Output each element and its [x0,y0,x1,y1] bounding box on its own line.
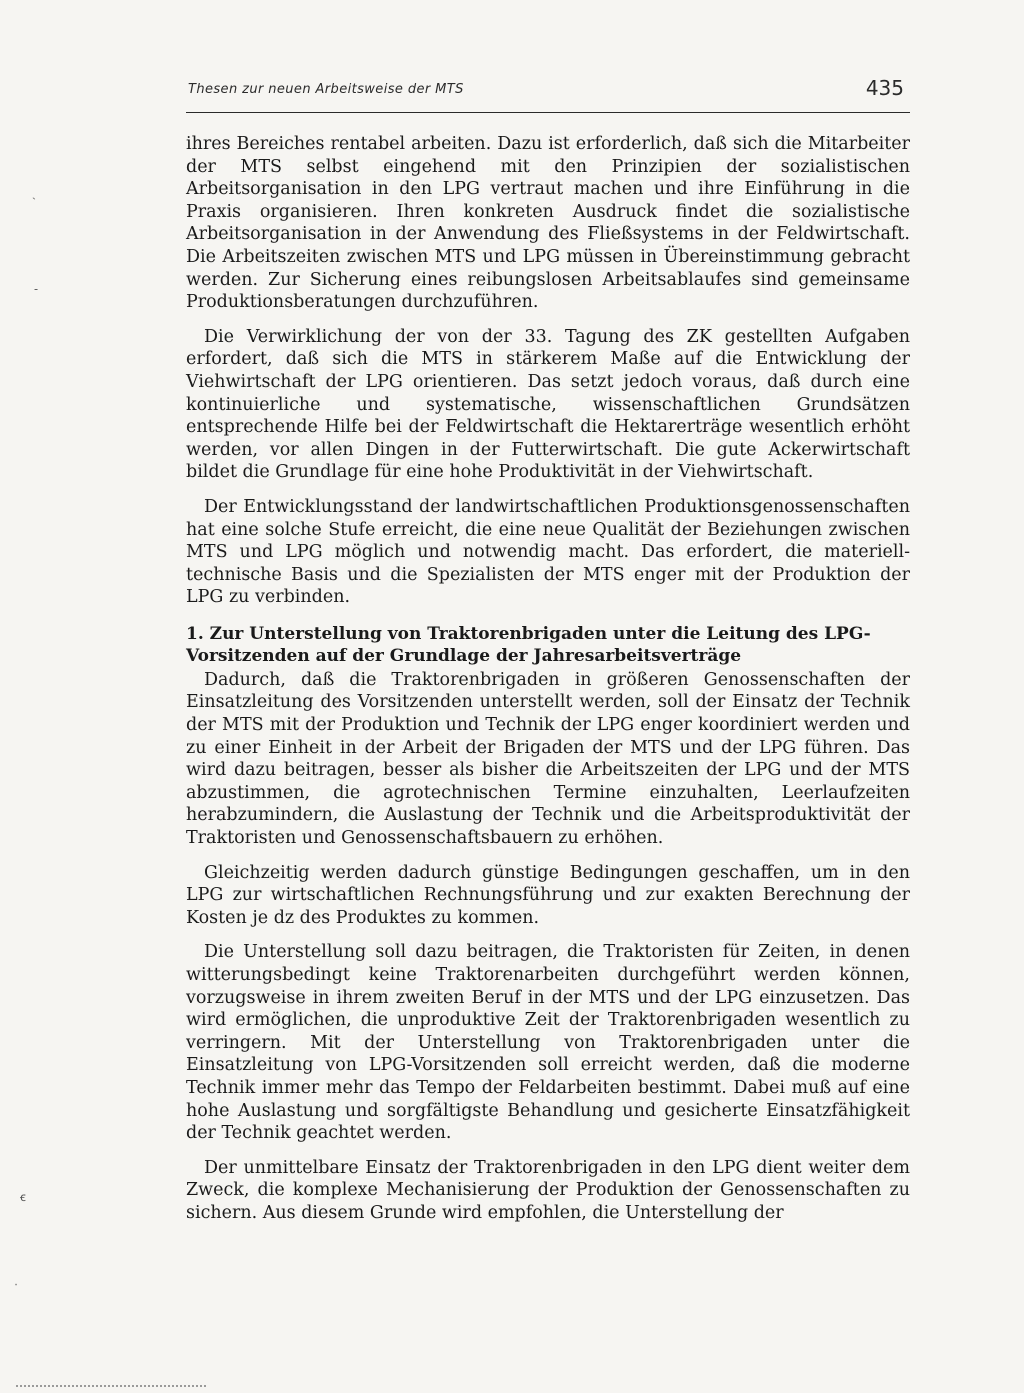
paragraph: ihres Bereiches rentabel arbeiten. Dazu ist erforderlich, daß sich die Mitarbeiter der MTS selbst eingehend mit den Prinzipien der sozialistischen Arbeitsorganisation in den LPG vertraut machen und ihre Einführung in die Praxis organisieren. Ihren konkreten Ausdruck findet die sozialistische Arbeitsorganisation in der Anwendung des Fließsystems in der Feldwirtschaft. Die Arbeitszeiten zwischen MTS und LPG müssen in Übereinstimmung gebracht werden. Zur Sicherung eines reibungslosen Arbeitsablaufes sind gemeinsame Produktionsberatungen durchzuführen. [186,134,910,313]
scan-edge-rule [16,1385,206,1387]
paragraph: Die Verwirklichung der von der 33. Tagung des ZK gestellten Aufgaben erfordert, daß sich die MTS in stärkerem Maße auf die Entwicklung der Viehwirtschaft der LPG orientieren. Das setzt jedoch voraus, daß durch eine kontinuierliche und systematische, wissenschaftlichen Grundsätzen entsprechende Hilfe bei der Feldwirtschaft die Hektarerträge wesentlich erhöht werden, vor allen Dingen in der Futterwirtschaft. Die gute Ackerwirtschaft bildet die Grundlage für eine hohe Produktivität in der Viehwirtschaft. [186,326,910,483]
running-title: Thesen zur neuen Arbeitsweise der MTS [188,82,464,97]
page-content [186,133,910,1225]
margin-mark: - [34,282,39,296]
section-heading: 1. Zur Unterstellung von Traktorenbrigaden unter die Leitung des LPG-Vorsitzenden auf der Grundlage der Jahresarbeitsverträge [186,623,871,666]
paragraph: Der unmittelbare Einsatz der Traktorenbrigaden in den LPG dient weiter dem Zweck, die komplexe Mechanisierung der Produktion der Genossenschaften zu sichern. Aus diesem Grunde wird empfohlen, die Unterstellung der [186,1157,910,1223]
paragraph: Dadurch, daß die Traktorenbrigaden in größeren Genossenschaften der Einsatzleitung des Vorsitzenden unterstellt werden, soll der Einsatz der Technik der MTS mit der Produktion und Technik der LPG enger koordiniert werden und zu einer Einheit in der Arbeit der Brigaden der MTS und der LPG führen. Das wird dazu beitragen, besser als bisher die Arbeitszeiten der LPG und der MTS abzustimmen, die agrotechnischen Termine einzuhalten, Leerlaufzeiten herabzumindern, die Auslastung der Technik und die Arbeitsproduktivität der Traktoristen und Genossenschaftsbauern zu erhöhen. [186,669,910,849]
running-head [186,78,910,113]
paragraph: Der Entwicklungsstand der landwirtschaftlichen Produktionsgenossenschaften hat eine solche Stufe erreicht, die eine neue Qualität der Beziehungen zwischen MTS und LPG möglich und notwendig macht. Das erfordert, die materiell-technische Basis und die Spezialisten der MTS enger mit der Produktion der LPG zu verbinden. [186,496,910,608]
page-number: 435 [865,76,904,100]
margin-mark: ˏ [32,186,36,200]
margin-mark: ꞓ [20,1190,26,1204]
paragraph: Gleichzeitig werden dadurch günstige Bedingungen geschaffen, um in den LPG zur wirtschaftlichen Rechnungsführung und zur exakten Berechnung der Kosten je dz des Produktes zu kommen. [186,862,910,928]
paragraph: Die Unterstellung soll dazu beitragen, die Traktoristen für Zeiten, in denen witterungsbedingt keine Traktorenarbeiten durchgeführt werden können, vorzugsweise in ihrem zweiten Beruf in der MTS und der LPG einzusetzen. Das wird ermöglichen, die unproduktive Zeit der Traktorenbrigaden wesentlich zu verringern. Mit der Unterstellung von Traktorenbrigaden unter die Einsatzleitung von LPG-Vorsitzenden soll erreicht werden, daß die moderne Technik immer mehr das Tempo der Feldarbeiten bestimmt. Dabei muß auf eine hohe Auslastung und sorgfältigste Behandlung und gesicherte Einsatzfähigkeit der Technik geachtet werden. [186,942,910,1144]
book-page [186,78,910,1237]
margin-mark: ˑ [14,1278,19,1292]
